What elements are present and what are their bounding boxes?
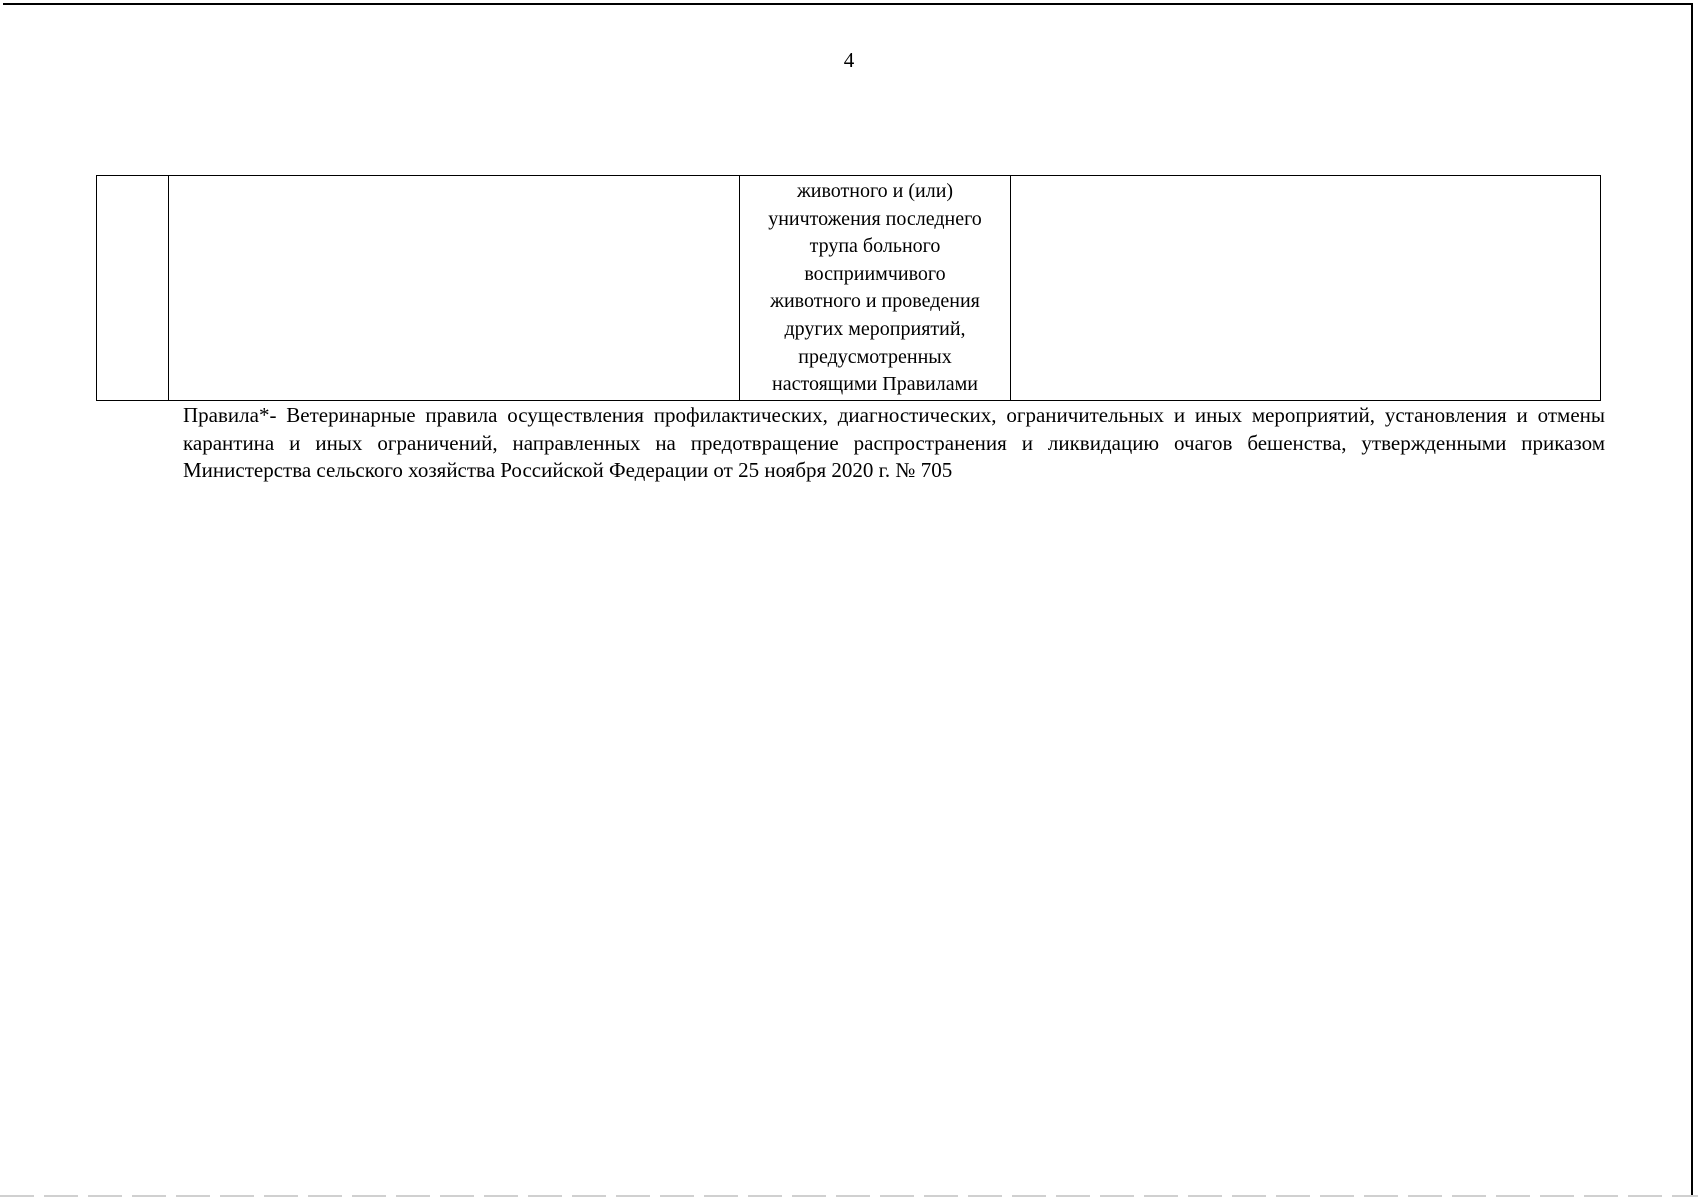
page-number: 4 xyxy=(843,48,855,72)
row-number-cell xyxy=(97,176,169,401)
continuation-table-wrapper xyxy=(96,175,1601,401)
scan-artifact-line xyxy=(0,1195,1698,1197)
notes-cell xyxy=(1011,176,1601,401)
action-line: настоящими Правилами xyxy=(772,373,978,396)
action-text xyxy=(740,176,1010,399)
action-cell xyxy=(740,176,1011,401)
action-line: предусмотренных xyxy=(798,345,952,368)
description-cell xyxy=(169,176,740,401)
action-line: уничтожения последнего xyxy=(768,207,982,230)
action-line: животного и проведения xyxy=(770,290,980,313)
action-line: других мероприятий, xyxy=(784,317,966,340)
action-line: животного и (или) xyxy=(796,180,954,202)
action-line: восприимчивого xyxy=(804,262,946,285)
footnote: Правила*- Ветеринарные правила осуществления профилактических, диагностических, ограничительных и иных мероприятий, установления и отмены карантина и иных ограничений, направленных на предотвращение распространения и ликвидацию очагов бешенства, утвержденными приказом Министерства сельского хозяйства Российской Федерации от 25 ноября 2020 г. № 705 xyxy=(183,403,1605,482)
continuation-table xyxy=(96,175,1601,401)
table-row xyxy=(97,176,1601,401)
action-line: трупа больного xyxy=(809,235,941,258)
